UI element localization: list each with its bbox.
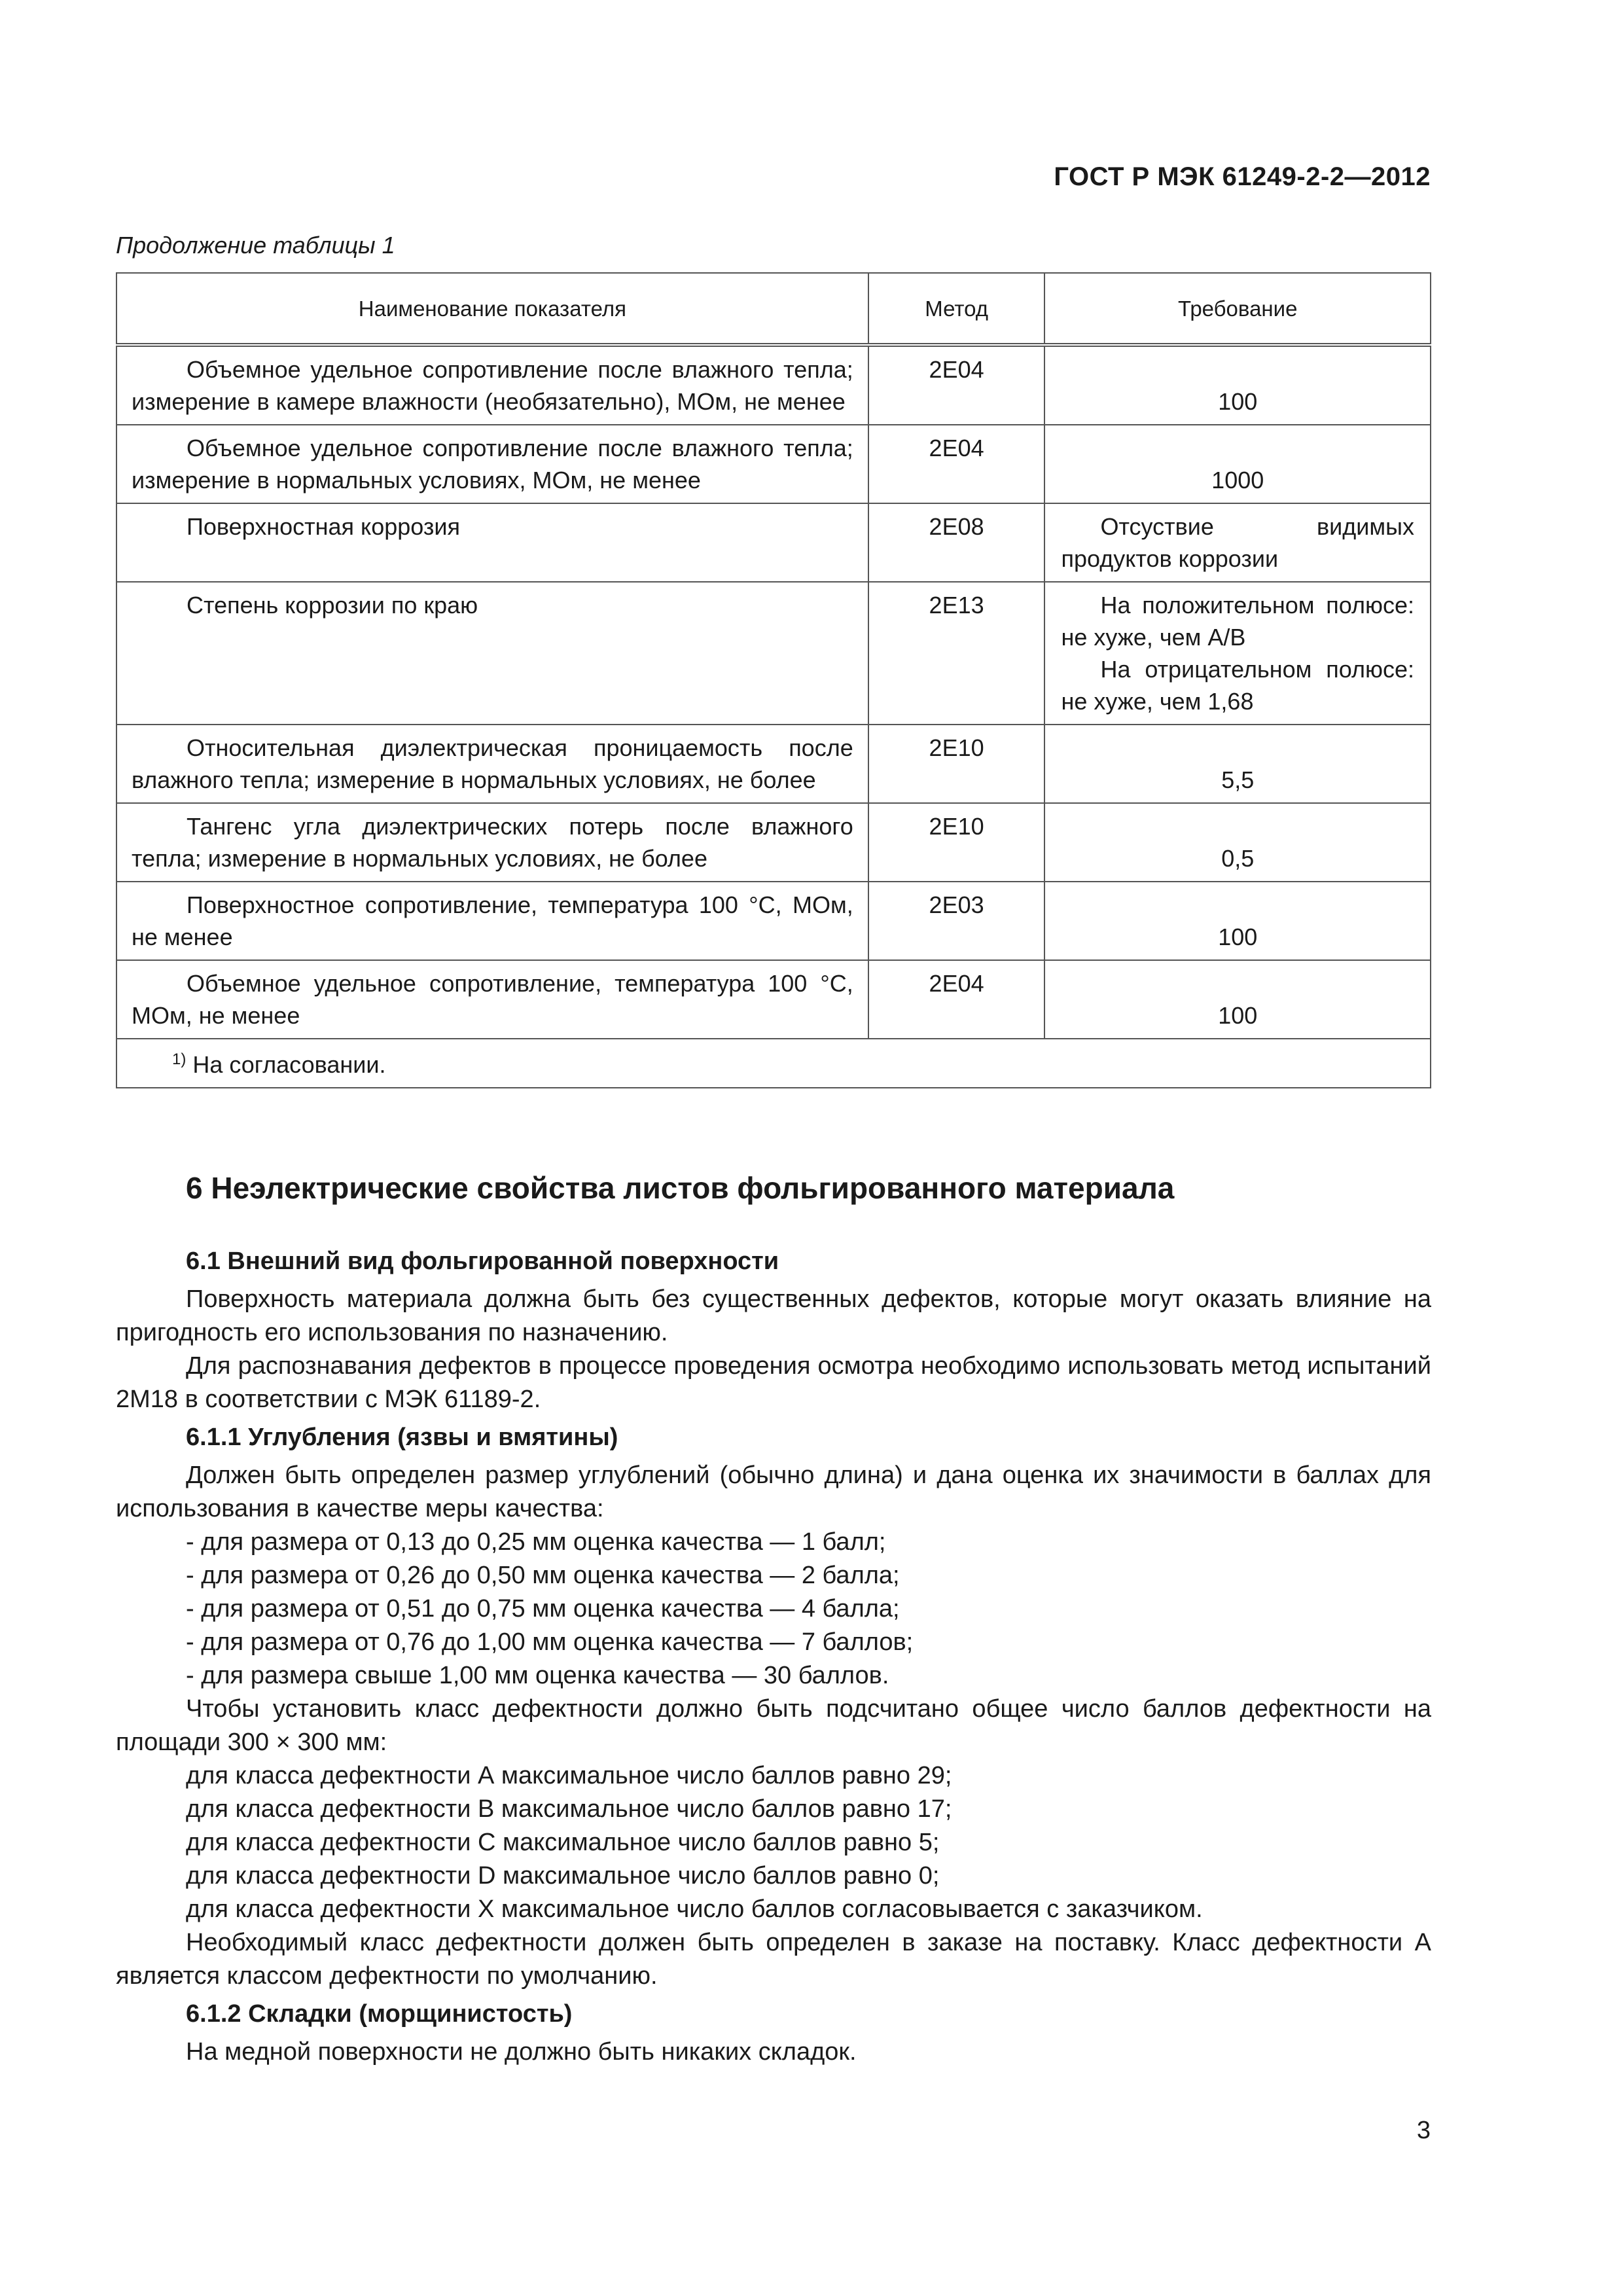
table-row — [116, 725, 1431, 803]
row-name: Поверхностная коррозия — [187, 513, 460, 540]
paragraph: Для распознавания дефектов в процессе проведения осмотра необходимо использовать метод испытаний 2М18 в соответствии с МЭК 61189-2. — [116, 1352, 1431, 1413]
paragraph: Должен быть определен размер углублений (обычно длина) и дана оценка их значимости в баллах для использования в качестве меры качества: — [116, 1462, 1431, 1522]
table-row — [116, 425, 1431, 503]
row-name: Поверхностное сопротивление, температура 100 °С, МОм, не менее — [132, 891, 853, 950]
class-item: для класса дефектности В максимальное число баллов равно 17; — [186, 1795, 952, 1823]
subsection-heading-6-1: 6.1 Внешний вид фольгированной поверхности — [186, 1247, 779, 1275]
specifications-table — [116, 272, 1431, 1088]
subsection-heading-6-1-1: 6.1.1 Углубления (язвы и вмятины) — [186, 1424, 618, 1451]
section-body — [116, 1245, 1431, 2069]
row-requirement: 100 — [1044, 345, 1431, 425]
column-header-method: Метод — [868, 273, 1045, 345]
row-name: Объемное удельное сопротивление, температура 100 °С, МОм, не менее — [132, 970, 853, 1029]
paragraph: На медной поверхности не должно быть никаких складок. — [186, 2038, 857, 2066]
table-header-row — [116, 273, 1431, 345]
paragraph: Поверхность материала должна быть без существенных дефектов, которые могут оказать влияние на пригодность его использования по назначению. — [116, 1285, 1431, 1346]
table-row — [116, 803, 1431, 882]
column-header-name: Наименование показателя — [116, 273, 868, 345]
paragraph: Чтобы установить класс дефектности должно быть подсчитано общее число баллов дефектности на площади 300 × 300 мм: — [116, 1695, 1431, 1756]
rating-item: - для размера от 0,51 до 0,75 мм оценка качества — 4 балла; — [186, 1595, 900, 1623]
table-footnote-row — [116, 1039, 1431, 1088]
row-method: 2E08 — [868, 503, 1045, 582]
class-item: для класса дефектности D максимальное число баллов равно 0; — [186, 1862, 940, 1890]
row-name: Объемное удельное сопротивление после влажного тепла; измерение в камере влажности (необязательно), МОм, не менее — [132, 356, 853, 415]
row-method: 2E04 — [868, 960, 1045, 1039]
row-method: 2E10 — [868, 725, 1045, 803]
section-title: 6 Неэлектрические свойства листов фольгированного материала — [186, 1171, 1175, 1205]
row-method: 2E13 — [868, 582, 1045, 725]
row-requirement: 1000 — [1044, 425, 1431, 503]
table-row — [116, 503, 1431, 582]
row-method: 2E03 — [868, 882, 1045, 960]
row-requirement: 100 — [1044, 882, 1431, 960]
row-name: Степень коррозии по краю — [187, 592, 478, 619]
row-method: 2E04 — [868, 345, 1045, 425]
table-row — [116, 582, 1431, 725]
row-requirement: Отсуствие видимых продуктов коррозии — [1061, 513, 1414, 572]
class-item: для класса дефектности А максимальное число баллов равно 29; — [186, 1762, 952, 1789]
row-name: Тангенс угла диэлектрических потерь после влажного тепла; измерение в нормальных условиях, не более — [132, 813, 853, 872]
table-row — [116, 960, 1431, 1039]
page-number: 3 — [1416, 2117, 1431, 2144]
paragraph: Необходимый класс дефектности должен быть определен в заказе на поставку. Класс дефектности А является классом дефектности по умолчанию. — [116, 1929, 1431, 1990]
row-requirement: 100 — [1044, 960, 1431, 1039]
row-name: Объемное удельное сопротивление после влажного тепла; измерение в нормальных условиях, МОм, не менее — [132, 435, 853, 493]
row-requirement: 5,5 — [1044, 725, 1431, 803]
table-row — [116, 882, 1431, 960]
row-requirement-negative: На отрицательном полюсе: не хуже, чем 1,68 — [1061, 656, 1414, 715]
rating-item: - для размера свыше 1,00 мм оценка качества — 30 баллов. — [186, 1662, 889, 1689]
class-item: для класса дефектности Х максимальное число баллов согласовывается с заказчиком. — [186, 1895, 1203, 1923]
column-header-requirement: Требование — [1044, 273, 1431, 345]
footnote-text: На согласовании. — [192, 1051, 386, 1078]
rating-item: - для размера от 0,26 до 0,50 мм оценка качества — 2 балла; — [186, 1562, 900, 1589]
table-caption: Продолжение таблицы 1 — [116, 232, 395, 259]
footnote-mark: 1) — [172, 1050, 187, 1068]
row-requirement: 0,5 — [1044, 803, 1431, 882]
table-row — [116, 345, 1431, 425]
rating-item: - для размера от 0,76 до 1,00 мм оценка качества — 7 баллов; — [186, 1628, 914, 1656]
row-method: 2E04 — [868, 425, 1045, 503]
rating-item: - для размера от 0,13 до 0,25 мм оценка качества — 1 балл; — [186, 1528, 886, 1556]
row-method: 2E10 — [868, 803, 1045, 882]
class-item: для класса дефектности С максимальное число баллов равно 5; — [186, 1829, 940, 1856]
row-name: Относительная диэлектрическая проницаемость после влажного тепла; измерение в нормальных условиях, не более — [132, 734, 853, 793]
document-code: ГОСТ Р МЭК 61249-2-2—2012 — [1054, 162, 1431, 191]
row-requirement-positive: На положительном полюсе: не хуже, чем A/B — [1061, 592, 1414, 651]
subsection-heading-6-1-2: 6.1.2 Складки (морщинистость) — [186, 2000, 573, 2028]
